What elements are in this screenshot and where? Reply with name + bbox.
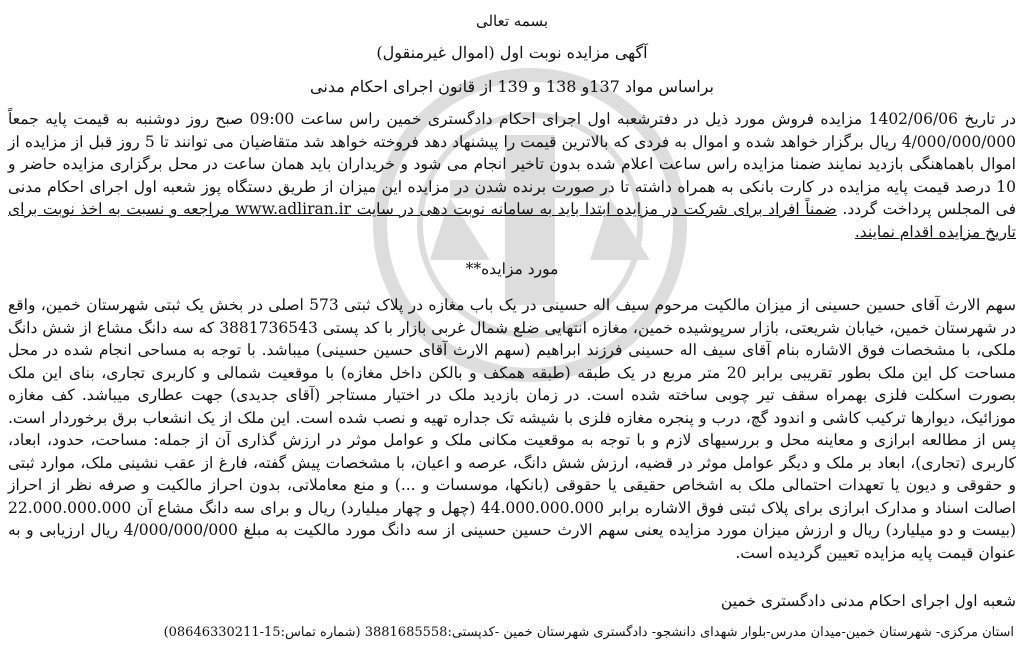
intro-paragraph xyxy=(8,108,1016,246)
registration-instructions: ضمناً افراد برای شرکت در مزایده ابتدا باید به سامانه نوبت دهی در سایت www.adliran.ir مراجعه و نسبت به اخذ نوبت برای تاریخ مزایده اقدام نمایند. xyxy=(8,200,1016,241)
property-description: سهم الارث آقای حسین حسینی از میزان مالکیت مرحوم سیف اله حسینی در یک باب مغازه در پلاک ثبتی 573 اصلی در بخش یک ثبتی شهرستان خمین، واقع در شهرستان خمین، خیابان شریعتی، بازار سرپوشیده خمین، مغازه انتهایی ضلع شمال غربی بازار با کد پستی 3881736543 که سه دانگ مشاع از شش دانگ ملکی، با مشخصات فوق الاشاره بنام آقای سیف اله حسینی فرزند ابراهیم (سهم الارث آقای حسین حسینی) میباشد. با توجه به مساحی انجام شده در محل مساحت کل این ملک بطور تقریبی برابر 20 متر مربع در یک طبقه (طبقه همکف و بالکن داخل مغازه) با موقعیت شمالی و کاربری تجاری، بنای این ملک بصورت اسکلت فلزی بهمراه سقف تیر چوبی ساخته شده است. در زمان بازدید ملک در اختیار مستاجر (آقای جدیدی) جهت عطاری میباشد. کف مغازه موزائیک، دیوارها ترکیب کاشی و اندود گچ، درب و پنجره مغازه فلزی با شیشه تک جداره تهیه و نصب شده است. این ملک از یک انشعاب برق برخوردار است. پس از مطالعه ابرازی و معاینه محل و بررسیهای لازم و با توجه به موقعیت مکانی ملک و عوامل موثر در ارزش گذاری آن از جمله: مساحت، حدود، ابعاد، کاربری (تجاری)، ابعاد بر ملک و دیگر عوامل موثر در قضیه، ارزش شش دانگ، عرصه و اعیان، با مشخصات پیش گفته، فارغ از عقب نشینی ملک، موارد ثبتی و حقوقی و دیون یا تعهدات احتمالی ملک به اشخاص حقیقی یا حقوقی (بانکها، موسسات و ...) و منع معاملاتی، بدون احراز مالکیت و صرفه نظر از احراز اصالت اسناد و مدارک ابرازی برای پلاک ثبتی فوق الاشاره برابر 44.000.000.000 (چهل و چهار میلیارد) ریال و برای سه دانگ مشاع آن 22.000.000.000 (بیست و دو میلیارد) ریال و ارزش میزان مورد مزایده یعنی سهم الارث حسین حسینی از سه دانگ مورد مالکیت به مبلغ 4/000/000/000 ریال ارزیابی و به عنوان قیمت پایه مزایده تعیین گردیده است. xyxy=(8,296,1017,562)
auction-notice-document xyxy=(8,0,1016,651)
legal-basis-line: براساس مواد 137و 138 و 139 از قانون اجرای احکام مدنی xyxy=(310,77,714,96)
notice-title: آگهی مزایده نوبت اول (اموال غیرمنقول) xyxy=(376,43,648,62)
invocation-heading: بسمه تعالی xyxy=(475,12,549,30)
section-title: مورد مزایده** xyxy=(465,260,559,278)
office-address: استان مرکزی- شهرستان خمین-میدان مدرس-بلوار شهدای دانشجو- دادگستری شهرستان خمین -کدپستی:3881685558 (شماره تماس:15-08646330211) xyxy=(163,625,1014,640)
issuing-office: شعبه اول اجرای احکام مدنی دادگستری خمین xyxy=(720,592,1016,610)
intro-text: در تاریخ 1402/06/06 مزایده فروش مورد ذیل در دفترشعبه اول اجرای احکام دادگستری خمین راس ساعت 09:00 صبح روز دوشنبه به قیمت پایه جمعاً 4/000/000/000 ریال برگزار خواهد شده و اموال به فردی که بالاترین قیمت را پیشنهاد دهد فروخته خواهد شد متقاضیان می توانند تا 5 روز قبل از مزایده از اموال باهماهنگی بازدید نمایند ضمنا مزایده راس ساعت اعلام شده بدون تاخیر انجام می شود و خریداران باید همان ساعت در محل برگزاری مزایده حاضر و 10 درصد قیمت پایه مزایده در کارت بانکی به همراه داشته تا در صورت برنده شدن در مزایده این میزان از طریق دستگاه پوز شعبه اول اجرای احکام مدنی فی المجلس پرداخت گردد. xyxy=(8,110,1017,218)
